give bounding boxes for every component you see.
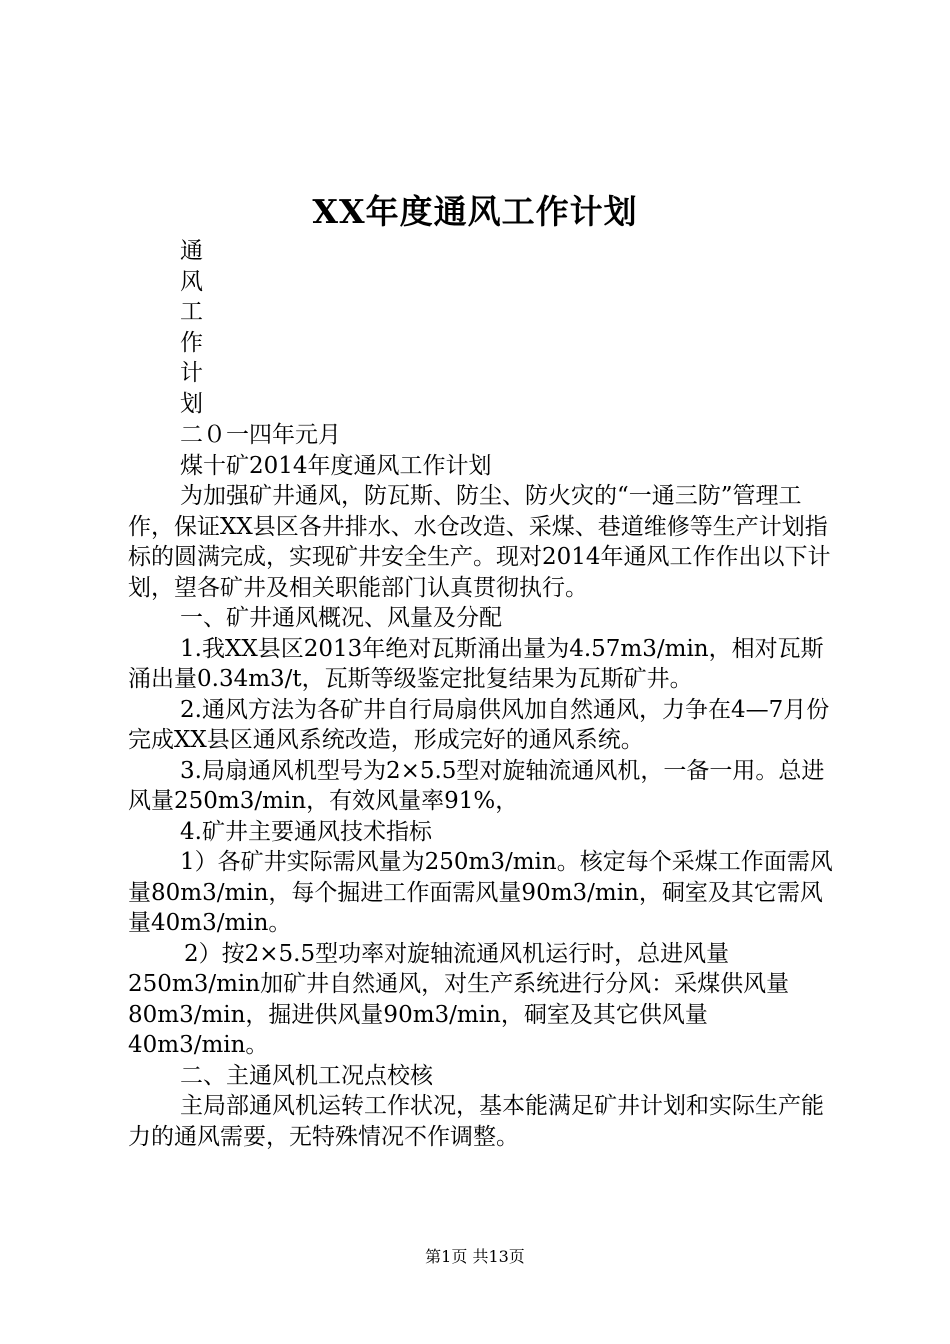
paragraph-subitem-1: 1）各矿井实际需风量为250m3/min。核定每个采煤工作面需风量80m3/min，每个掘进工作面需风量90m3/min，硐室及其它需风量40m3/min。 (128, 849, 833, 936)
section-heading-2: 二、主通风机工况点校核 (180, 1062, 433, 1089)
paragraph-subitem-2: 2）按2×5.5型功率对旋轴流通风机运行时，总进风量250m3/min加矿井自然通风，对生产系统进行分风：采煤供风量80m3/min，掘进供风量90m3/min，硐室及其它供风量40m3/min。 (128, 940, 790, 1058)
document-title: XX年度通风工作计划 (312, 192, 638, 231)
vertical-title-char: 划 (180, 390, 203, 417)
vertical-title-char: 作 (180, 329, 203, 356)
paragraph-item-4: 4.矿井主要通风技术指标 (180, 818, 432, 845)
page-footer: 第1页 共13页 (425, 1247, 525, 1266)
document-subtitle: 煤十矿2014年度通风工作计划 (180, 452, 492, 479)
paragraph-intro: 为加强矿井通风，防瓦斯、防尘、防火灾的“一通三防”管理工作，保证XX县区各井排水、水仓改造、采煤、巷道维修等生产计划指标的圆满完成，实现矿井安全生产。现对2014年通风工作作出以下计划，望各矿井及相关职能部门认真贯彻执行。 (128, 483, 831, 601)
vertical-title-char: 工 (180, 299, 203, 325)
vertical-title-char: 计 (180, 360, 203, 386)
vertical-title-char: 风 (180, 268, 203, 295)
document-body (128, 420, 834, 1152)
paragraph-item-1: 1.我XX县区2013年绝对瓦斯涌出量为4.57m3/min，相对瓦斯涌出量0.34m3/t，瓦斯等级鉴定批复结果为瓦斯矿井。 (128, 635, 824, 692)
paragraph-item-3: 3.局扇通风机型号为2×5.5型对旋轴流通风机，一备一用。总进风量250m3/min，有效风量率91%， (128, 757, 825, 814)
vertical-title-char: 通 (180, 238, 203, 264)
document-date: 二０一四年元月 (180, 422, 341, 448)
paragraph-section-2: 主局部通风机运转工作状况，基本能满足矿井计划和实际生产能力的通风需要，无特殊情况不作调整。 (128, 1093, 824, 1150)
paragraph-item-2: 2.通风方法为各矿井自行局扇供风加自然通风，力争在4—7月份完成XX县区通风系统改造，形成完好的通风系统。 (128, 696, 830, 753)
vertical-title (180, 236, 203, 419)
section-heading-1: 一、矿井通风概况、风量及分配 (180, 605, 502, 631)
